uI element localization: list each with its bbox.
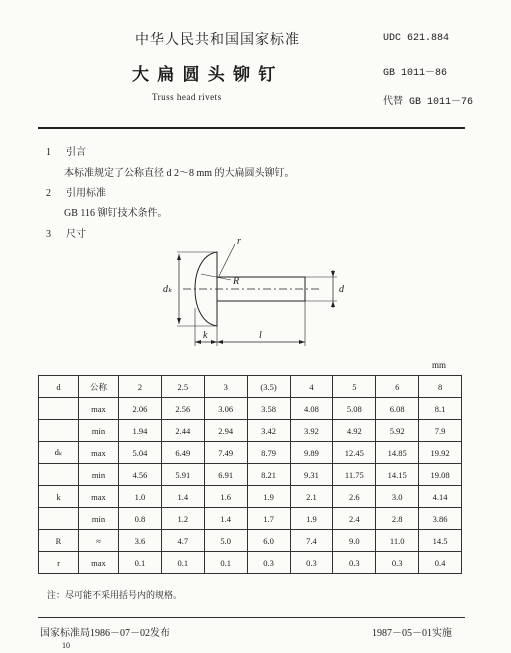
value-cell: 6.91: [204, 464, 247, 486]
row-limit-cell: max: [79, 486, 119, 508]
udc-number: UDC 621.884: [383, 33, 450, 44]
dimension-table-body: [39, 376, 462, 574]
value-cell: 5.91: [161, 464, 204, 486]
value-cell: 6.0: [247, 530, 290, 552]
value-cell: 2.94: [204, 420, 247, 442]
value-cell: 5: [333, 376, 376, 398]
value-cell: 11.75: [333, 464, 376, 486]
row-limit-cell: min: [79, 508, 119, 530]
value-cell: 0.4: [419, 552, 462, 574]
row-symbol-cell: r: [39, 552, 79, 574]
section-number: 2: [46, 188, 51, 199]
arrow-head: [217, 340, 223, 344]
value-cell: 1.4: [204, 508, 247, 530]
label-R: R: [233, 276, 240, 287]
value-cell: 0.1: [119, 552, 162, 574]
table-note: 注：尽可能不采用括号内的规格。: [47, 590, 183, 600]
standard-title: 大 扁 圆 头 铆 钉: [132, 65, 278, 84]
value-cell: 0.3: [290, 552, 333, 574]
dimension-table: [38, 375, 462, 574]
value-cell: 14.5: [419, 530, 462, 552]
value-cell: 6.49: [161, 442, 204, 464]
value-cell: 9.31: [290, 464, 333, 486]
table-row: [39, 464, 462, 486]
label-k: k: [203, 330, 208, 341]
value-cell: 2: [119, 376, 162, 398]
value-cell: 9.89: [290, 442, 333, 464]
section-title: 引用标准: [66, 188, 106, 199]
value-cell: 11.0: [376, 530, 419, 552]
english-title: Truss head rivets: [152, 92, 222, 102]
row-symbol-cell: [39, 398, 79, 420]
arrow-head: [331, 301, 335, 307]
value-cell: 8.1: [419, 398, 462, 420]
value-cell: 2.06: [119, 398, 162, 420]
row-limit-cell: 公称: [79, 376, 119, 398]
label-d: d: [339, 284, 344, 295]
value-cell: 0.3: [333, 552, 376, 574]
value-cell: 3.6: [119, 530, 162, 552]
value-cell: 1.4: [161, 486, 204, 508]
label-dk: dₖ: [163, 284, 173, 295]
replaces-standard: 代替 GB 1011－76: [383, 97, 474, 108]
label-r: r: [237, 236, 241, 247]
arrow-head: [177, 318, 181, 324]
value-cell: 19.08: [419, 464, 462, 486]
arrow-head: [177, 254, 181, 260]
value-cell: 3.86: [419, 508, 462, 530]
row-limit-cell: min: [79, 464, 119, 486]
value-cell: 1.9: [290, 508, 333, 530]
arrow-head: [299, 340, 305, 344]
section-3-heading: [46, 225, 86, 240]
value-cell: 1.2: [161, 508, 204, 530]
value-cell: 0.3: [247, 552, 290, 574]
value-cell: 4.08: [290, 398, 333, 420]
page-number: 10: [62, 641, 70, 650]
value-cell: 9.0: [333, 530, 376, 552]
issuing-body: 中华人民共和国国家标准: [135, 33, 300, 48]
table-row: [39, 552, 462, 574]
row-symbol-cell: d: [39, 376, 79, 398]
value-cell: 1.6: [204, 486, 247, 508]
value-cell: 4.92: [333, 420, 376, 442]
value-cell: 8: [419, 376, 462, 398]
r-leader: [219, 244, 235, 276]
row-limit-cell: max: [79, 552, 119, 574]
section-number: 1: [46, 147, 51, 158]
value-cell: 3.58: [247, 398, 290, 420]
value-cell: 0.3: [376, 552, 419, 574]
row-limit-cell: max: [79, 398, 119, 420]
value-cell: 7.4: [290, 530, 333, 552]
value-cell: 6.08: [376, 398, 419, 420]
value-cell: 1.9: [247, 486, 290, 508]
value-cell: 0.8: [119, 508, 162, 530]
value-cell: 3: [204, 376, 247, 398]
value-cell: 7.49: [204, 442, 247, 464]
value-cell: 2.4: [333, 508, 376, 530]
value-cell: 2.1: [290, 486, 333, 508]
section-title: 引言: [66, 147, 86, 158]
value-cell: 14.85: [376, 442, 419, 464]
value-cell: 3.06: [204, 398, 247, 420]
section-1-text: 本标准规定了公称直径 d 2～8 mm 的大扁圆头铆钉。: [64, 168, 295, 179]
arrow-head: [331, 271, 335, 277]
value-cell: 1.94: [119, 420, 162, 442]
value-cell: 6: [376, 376, 419, 398]
footer-divider: [38, 617, 465, 618]
value-cell: 8.21: [247, 464, 290, 486]
table-row: [39, 376, 462, 398]
section-2-heading: [46, 184, 106, 199]
row-symbol-cell: [39, 508, 79, 530]
value-cell: 4.14: [419, 486, 462, 508]
value-cell: 5.04: [119, 442, 162, 464]
effective-date: 1987－05－01实施: [372, 628, 452, 639]
value-cell: 5.92: [376, 420, 419, 442]
table-row: [39, 398, 462, 420]
table-row: [39, 530, 462, 552]
table-row: [39, 420, 462, 442]
value-cell: 3.42: [247, 420, 290, 442]
value-cell: 12.45: [333, 442, 376, 464]
section-title: 尺寸: [66, 229, 86, 240]
value-cell: 14.15: [376, 464, 419, 486]
value-cell: 5.0: [204, 530, 247, 552]
value-cell: 2.8: [376, 508, 419, 530]
row-limit-cell: min: [79, 420, 119, 442]
value-cell: 3.92: [290, 420, 333, 442]
issue-date: 国家标准局1986－07－02发布: [40, 628, 170, 639]
table-row: [39, 486, 462, 508]
row-symbol-cell: [39, 420, 79, 442]
section-2-text: GB 116 铆钉技术条件。: [64, 208, 168, 219]
row-symbol-cell: R: [39, 530, 79, 552]
value-cell: 3.0: [376, 486, 419, 508]
value-cell: 5.08: [333, 398, 376, 420]
value-cell: 0.1: [204, 552, 247, 574]
standard-code: GB 1011－86: [383, 68, 448, 79]
value-cell: 7.9: [419, 420, 462, 442]
row-limit-cell: max: [79, 442, 119, 464]
value-cell: 4.56: [119, 464, 162, 486]
section-1-heading: [46, 143, 86, 158]
value-cell: 2.5: [161, 376, 204, 398]
table-row: [39, 508, 462, 530]
table-unit: mm: [432, 360, 447, 370]
header-divider: [38, 127, 465, 129]
section-number: 3: [46, 229, 51, 240]
value-cell: 2.44: [161, 420, 204, 442]
value-cell: 8.79: [247, 442, 290, 464]
value-cell: (3.5): [247, 376, 290, 398]
row-limit-cell: ≈: [79, 530, 119, 552]
value-cell: 2.6: [333, 486, 376, 508]
value-cell: 1.7: [247, 508, 290, 530]
value-cell: 4: [290, 376, 333, 398]
arrow-head: [211, 340, 217, 344]
arrow-head: [195, 340, 201, 344]
value-cell: 4.7: [161, 530, 204, 552]
label-l: l: [259, 330, 262, 341]
value-cell: 0.1: [161, 552, 204, 574]
row-symbol-cell: k: [39, 486, 79, 508]
value-cell: 2.56: [161, 398, 204, 420]
row-symbol-cell: dₖ: [39, 442, 79, 464]
value-cell: 1.0: [119, 486, 162, 508]
table-row: [39, 442, 462, 464]
rivet-drawing: [155, 232, 355, 350]
row-symbol-cell: [39, 464, 79, 486]
value-cell: 19.92: [419, 442, 462, 464]
